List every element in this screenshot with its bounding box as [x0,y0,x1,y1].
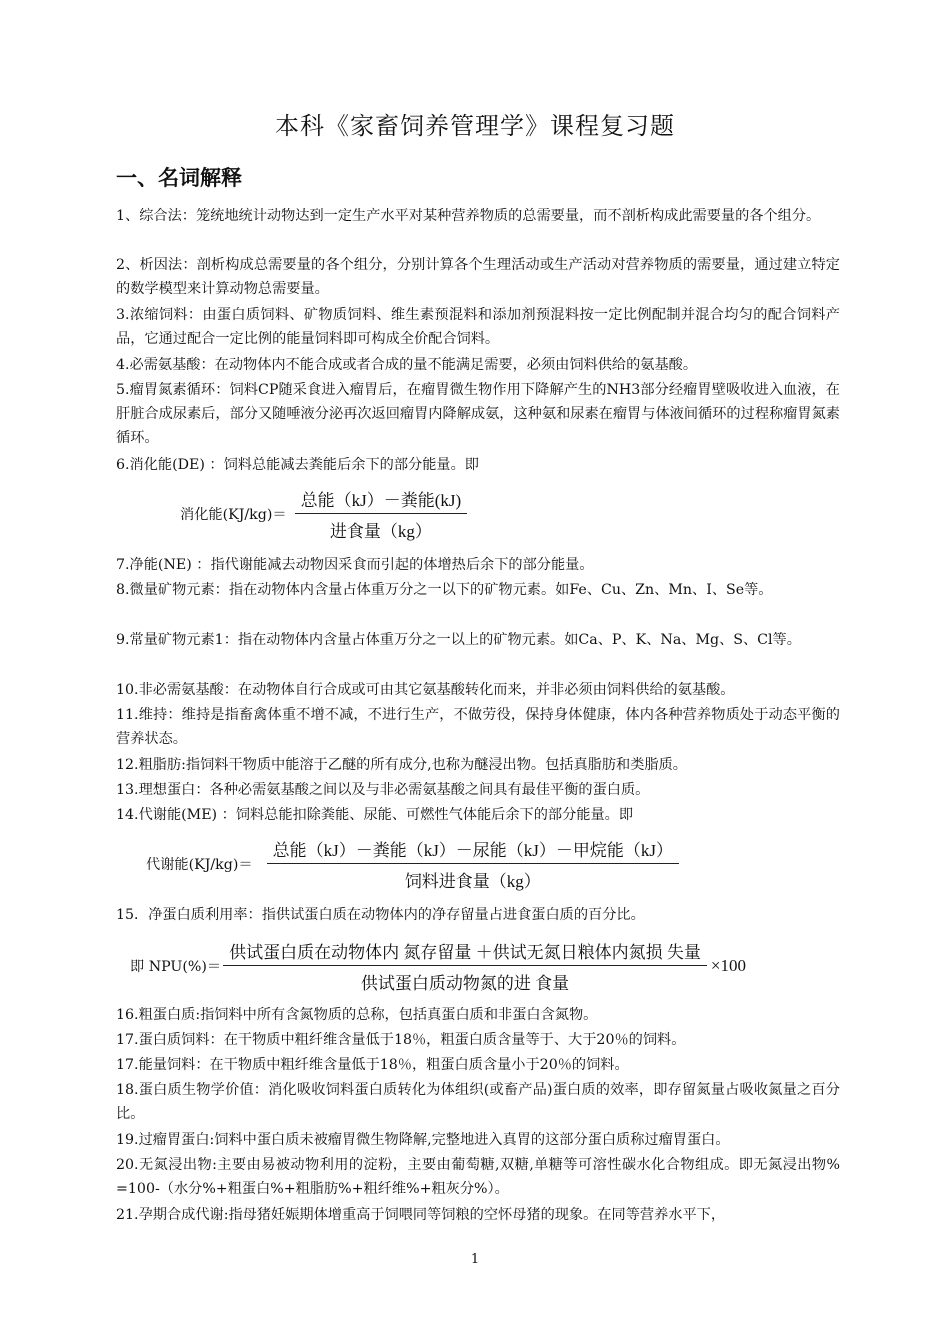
definition-item: 16.粗蛋白质:指饲料中所有含氮物质的总称，包括真蛋白质和非蛋白含氮物。 [116,1007,598,1023]
page-number: 1 [470,1252,480,1267]
definition-item: 17.蛋白质饲料：在干物质中粗纤维含量低于18％，粗蛋白质含量等于、大于20％的饲料。 [116,1032,686,1048]
formula-de [180,486,467,542]
multiplier: ×100 [710,956,746,975]
definition-item: 14.代谢能(ME) ：饲料总能扣除粪能、尿能、可燃性气体能后余下的部分能量。即 [116,807,634,823]
denominator: 供试蛋白质动物氮的进 食量 [360,974,570,993]
numerator: 总能（kJ）－粪能(kJ) [295,486,468,514]
definition-item: 9.常量矿物元素1：指在动物体内含量占体重万分之一以上的矿物元素。如Ca、P、K、Na、Mg、S、Cl等。 [116,632,801,648]
definition-item: 6.消化能(DE) ：饲料总能减去粪能后余下的部分能量。即 [116,457,479,473]
numerator: 供试蛋白质在动物体内 氮存留量 ＋供试无氮日粮体内氮损 失量 [223,938,707,966]
definition-item: 21.孕期合成代谢:指母猪妊娠期体增重高于饲喂同等饲粮的空怀母猪的现象。在同等营养水平下， [116,1207,726,1223]
fraction [223,938,707,994]
definition-item: 17.能量饲料：在干物质中粗纤维含量低于18％，粗蛋白质含量小于20％的饲料。 [116,1057,629,1073]
definition-item: 12.粗脂肪:指饲料干物质中能溶于乙醚的所有成分,也称为醚浸出物。包括真脂肪和类脂质。 [116,757,687,773]
formula-label: 代谢能(KJ/kg)＝ [146,857,253,873]
definition-item: 8.微量矿物元素：指在动物体内含量占体重万分之一以下的矿物元素。如Fe、Cu、Zn、Mn、I、Se等。 [116,582,773,598]
definition-item: 19.过瘤胃蛋白:饲料中蛋白质未被瘤胃微生物降解,完整地进入真胃的这部分蛋白质称过瘤胃蛋白。 [116,1132,730,1148]
definition-item: 10.非必需氨基酸：在动物体自行合成或可由其它氨基酸转化而来，并非必须由饲料供给的氨基酸。 [116,682,735,698]
definition-item: 4.必需氨基酸：在动物体内不能合成或者合成的量不能满足需要，必须由饲料供给的氨基酸。 [116,357,698,373]
document-title: 本科《家畜饲养管理学》课程复习题 [275,112,675,140]
denominator: 进食量（kg） [329,522,432,541]
definition-item: 2、析因法：剖析构成总需要量的各个组分，分别计算各个生理活动或生产活动对营养物质的需要量，通过建立特定的数学模型来计算动物总需要量。 [116,257,840,297]
formula-me [146,836,679,892]
fraction [267,836,679,892]
section-heading: 一、名词解释 [116,166,242,190]
formula-label: 即 NPU(%)＝ [130,959,222,975]
definition-item: 1、综合法：笼统地统计动物达到一定生产水平对某种营养物质的总需要量，而不剖析构成此需要量的各个组分。 [116,208,821,224]
denominator: 饲料进食量（kg） [404,872,541,891]
definition-item: 5.瘤胃氮素循环：饲料CP随采食进入瘤胃后，在瘤胃微生物作用下降解产生的NH3部分经瘤胃壁吸收进入血液，在肝脏合成尿素后，部分又随唾液分泌再次返回瘤胃内降解成氨，这种氨和尿素在瘤胃与体液间循环的过程称瘤胃氮素循环。 [116,382,840,446]
definition-item: 11.维持：维持是指畜禽体重不增不减，不进行生产，不做劳役，保持身体健康，体内各种营养物质处于动态平衡的营养状态。 [116,707,840,747]
numerator: 总能（kJ）－粪能（kJ）－尿能（kJ）－甲烷能（kJ） [267,836,679,864]
definition-item: 13.理想蛋白：各种必需氨基酸之间以及与非必需氨基酸之间具有最佳平衡的蛋白质。 [116,782,650,798]
definition-item: 7.净能(NE) ：指代谢能减去动物因采食而引起的体增热后余下的部分能量。 [116,557,594,573]
formula-npu [130,938,746,994]
definition-item: 3.浓缩饲料：由蛋白质饲料、矿物质饲料、维生素预混料和添加剂预混料按一定比例配制并混合均匀的配合饲料产品，它通过配合一定比例的能量饲料即可构成全价配合饲料。 [116,307,840,347]
fraction [295,486,468,542]
definition-item: 18.蛋白质生物学价值：消化吸收饲料蛋白质转化为体组织(或畜产品)蛋白质的效率，即存留氮量占吸收氮量之百分比。 [116,1082,840,1122]
definition-item: 20.无氮浸出物:主要由易被动物利用的淀粉，主要由葡萄糖,双糖,单糖等可溶性碳水化合物组成。即无氮浸出物% =100-（水分%+粗蛋白%+粗脂肪%+粗纤维%+粗灰分%）。 [116,1157,840,1197]
definition-item: 15．净蛋白质利用率：指供试蛋白质在动物体内的净存留量占进食蛋白质的百分比。 [116,907,645,923]
formula-label: 消化能(KJ/kg)＝ [180,507,287,523]
